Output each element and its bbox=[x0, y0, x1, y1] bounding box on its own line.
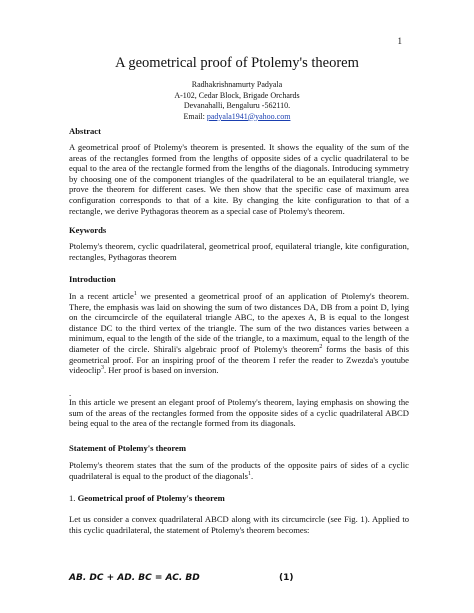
author-email-line bbox=[0, 112, 474, 123]
introduction-paragraph-1: In a recent article$^1$ we presented a geometrical proof of an application of Ptolemy's theorem. There, the emphasis was laid on showing the sum of two distances DA, DB from a point D, lying on the circumcircle of the equilateral triangle ABC, to the apexes A, B is equal to the longest distance DC to the third vertex of the triangle. The sum of the two distances varies between a minimum, equal to the length of the side of the triangle, to a maximum, equal to the length of the diameter of the circle. Shirali's algebraic proof of Ptolemy's theorem$^2$ forms the basis of this geometrical proof. For an inspiring proof of the theorem I refer the reader to Zwezda's youtube videoclip$^3$. Her proof is based on inversion. bbox=[69, 291, 409, 376]
section-1-text: Let us consider a convex quadrilateral ABCD along with its circumcircle (see Fig. 1). Applied to this cyclic quadrilateral, the statement of Ptolemy's theorem becomes: bbox=[69, 514, 409, 535]
citation-1b: 1 bbox=[247, 470, 251, 477]
keywords-text: Ptolemy's theorem, cyclic quadrilateral, geometrical proof, equilateral triangle, kite configuration, rectangles, Pythagoras theorem bbox=[69, 241, 409, 262]
equation-expression: AB. DC + AD. BC = AC. BD bbox=[69, 573, 200, 583]
email-label: Email: bbox=[183, 111, 207, 121]
abstract-text: A geometrical proof of Ptolemy's theorem is presented. It shows the equality of the sum of the areas of the rectangles formed from the lengths of opposite sides of a cyclic quadrilateral to be equal to the area of the rectangle formed from the lengths of the diagonals. Introducing symmetry by choosing one of the component triangles of the quadrilateral to be an equilateral triangle, we prove the theorem for different cases. We then show that the specific case of maximum area configuration corresponds to that of a kite. By changing the kite configuration to that of a rectangle, we derive Pythagoras theorem as a special case of Ptolemy's theorem. bbox=[69, 142, 409, 216]
paper-title: A geometrical proof of Ptolemy's theorem bbox=[115, 55, 359, 71]
statement-text: Ptolemy's theorem states that the sum of the products of the opposite pairs of sides of a cyclic quadrilateral is equal to the product of the diagonals$^1$. bbox=[69, 460, 409, 481]
section-title: Geometrical proof of Ptolemy's theorem bbox=[77, 493, 225, 503]
author-address-line2: Devanahalli, Bengaluru -562110. bbox=[183, 101, 291, 110]
introduction-paragraph-2: In this article we present an elegant proof of Ptolemy's theorem, laying emphasis on showing the sum of the areas of the rectangles formed from the opposite sides of a cyclic quadrilateral ABCD being equal to the area of the rectangle formed from its diagonals. bbox=[69, 397, 409, 429]
citation-3: 3 bbox=[100, 365, 104, 372]
email-link[interactable]: padyala1941@yahoo.com bbox=[206, 111, 291, 121]
section-1-heading bbox=[69, 493, 409, 504]
introduction-heading: Introduction bbox=[69, 274, 116, 284]
keywords-heading: Keywords bbox=[69, 225, 107, 235]
author-address-line1: A-102, Cedar Block, Brigade Orchards bbox=[174, 90, 300, 100]
stray-dot: . bbox=[69, 388, 72, 398]
equation-1 bbox=[69, 573, 409, 583]
page-number: 1 bbox=[397, 36, 402, 46]
citation-2: 2 bbox=[319, 344, 323, 351]
section-number: 1. bbox=[69, 493, 78, 503]
author-name: Radhakrishnamurty Padyala bbox=[191, 80, 283, 89]
equation-number: (1) bbox=[279, 573, 294, 583]
abstract-heading: Abstract bbox=[69, 126, 101, 136]
citation-1: 1 bbox=[133, 291, 137, 298]
statement-heading: Statement of Ptolemy's theorem bbox=[69, 443, 187, 453]
author-block bbox=[0, 80, 474, 122]
